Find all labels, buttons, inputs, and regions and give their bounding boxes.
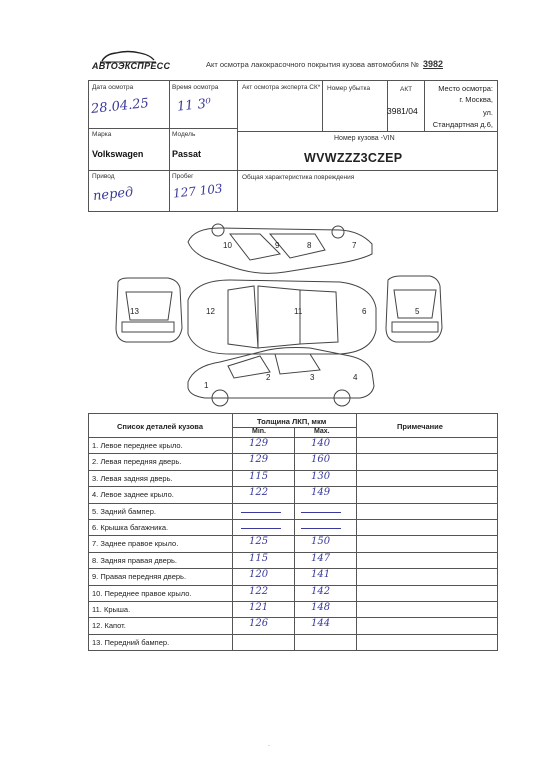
- table-row-min-dash: [241, 528, 281, 529]
- table-row-part: 9. Правая передняя дверь.: [92, 572, 187, 582]
- table-row-part: 3. Левая задняя дверь.: [92, 473, 173, 483]
- diagram-label-4: 4: [353, 373, 358, 382]
- thickness-column-header: Толщина ЛКП, мкм: [257, 417, 327, 426]
- date-value: 28.04.25: [90, 96, 150, 117]
- diagram-label-6: 6: [362, 307, 367, 316]
- diagram-label-1: 1: [204, 381, 209, 390]
- min-column-header: Min.: [252, 428, 266, 435]
- date-label: Дата осмотра: [92, 84, 134, 91]
- expert-act-label: Акт осмотра эксперта СК*: [242, 84, 321, 91]
- act-value: 3981/04: [387, 106, 418, 116]
- table-row-min: 122: [249, 585, 269, 597]
- mileage-label: Пробег: [172, 173, 194, 180]
- table-row-min: 115: [249, 552, 269, 564]
- damage-label: Общая характеристика повреждения: [242, 174, 355, 181]
- company-logo: [92, 48, 172, 74]
- table-row-max: 144: [311, 618, 331, 630]
- table-row-part: 7. Заднее правое крыло.: [92, 539, 179, 549]
- table-row-min: 121: [249, 602, 269, 613]
- time-label: Время осмотра: [172, 84, 219, 91]
- vehicle-info-grid: [88, 80, 498, 212]
- model-label: Модель: [172, 131, 196, 138]
- document-title: [206, 59, 443, 69]
- diagram-label-3: 3: [310, 373, 315, 382]
- diagram-label-12: 12: [206, 307, 215, 316]
- inspection-place-line-3: Стандартная д.6,: [432, 120, 493, 129]
- diagram-label-5: 5: [415, 307, 420, 316]
- inspection-place-line-2: ул.: [482, 108, 493, 117]
- paint-thickness-table: [88, 413, 498, 651]
- table-row-part: 2. Левая передняя дверь.: [92, 457, 182, 467]
- table-row-min: 115: [249, 470, 269, 482]
- table-row-part: 6. Крышка багажника.: [92, 523, 169, 532]
- table-row-max: 141: [311, 569, 331, 581]
- table-row-min: 129: [249, 454, 269, 466]
- table-row-max: 140: [311, 438, 331, 449]
- footer-mark: ·: [268, 743, 270, 749]
- diagram-label-9: 9: [275, 241, 280, 250]
- diagram-label-11: 11: [294, 307, 303, 316]
- max-column-header: Max.: [314, 428, 330, 435]
- drive-value: перед: [92, 184, 135, 205]
- table-row-part: 13. Передний бампер.: [92, 637, 170, 647]
- table-row-part: 12. Капот.: [92, 621, 126, 631]
- diagram-label-10: 10: [223, 241, 232, 250]
- table-row-part: 5. Задний бампер.: [92, 506, 156, 516]
- table-row-min: 120: [249, 569, 269, 581]
- table-row-part: 4. Левое заднее крыло.: [92, 490, 174, 500]
- parts-column-header: Список деталей кузова: [117, 422, 203, 431]
- car-outline-icon: [110, 220, 450, 410]
- table-row-max-dash: [301, 512, 341, 513]
- loss-number-label: Номер убытка: [327, 85, 371, 92]
- diagram-label-7: 7: [352, 241, 357, 250]
- table-row-min: 125: [249, 536, 269, 548]
- table-row-min: 122: [249, 487, 269, 499]
- mileage-value: 127 103: [172, 181, 224, 201]
- document-title-text: Акт осмотра лакокрасочного покрытия кузова автомобиля №: [206, 60, 419, 69]
- table-row-part: 11. Крыша.: [92, 605, 131, 614]
- model-value: Passat: [172, 149, 202, 159]
- logo-text: АВТОЭКСПРЕСС: [92, 61, 171, 71]
- table-row-max: 148: [311, 602, 331, 613]
- table-row-max: 160: [311, 454, 331, 466]
- table-row-min: 126: [249, 618, 269, 630]
- drive-label: Привод: [92, 173, 115, 180]
- table-row-part: 8. Задняя правая дверь.: [92, 555, 177, 565]
- table-row-max: 147: [311, 552, 331, 564]
- table-row-max: 142: [311, 585, 331, 597]
- table-row-max: 130: [311, 470, 331, 482]
- time-value: 11 3⁰: [176, 96, 212, 115]
- car-body-diagrams: [110, 220, 450, 410]
- document-number: 3982: [422, 59, 443, 69]
- table-row-min: 129: [249, 438, 269, 449]
- note-column-header: Примечание: [397, 422, 443, 431]
- brand-label: Марка: [92, 131, 112, 138]
- vin-value: WVWZZZ3CZEP: [304, 151, 403, 165]
- diagram-label-2: 2: [266, 373, 271, 382]
- inspection-place-label: Место осмотра:: [438, 84, 493, 93]
- brand-value: Volkswagen: [92, 149, 144, 159]
- diagram-label-13: 13: [130, 307, 139, 316]
- table-row-max: 150: [311, 536, 331, 548]
- diagram-label-8: 8: [307, 241, 312, 250]
- table-row-max-dash: [301, 528, 341, 529]
- vin-label: Номер кузова -VIN: [334, 135, 395, 142]
- inspection-place-line-1: г. Москва,: [459, 95, 493, 104]
- table-row-part: 10. Переднее правое крыло.: [92, 588, 192, 598]
- table-row-part: 1. Левое переднее крыло.: [92, 441, 183, 450]
- table-row-min-dash: [241, 512, 281, 513]
- act-label: АКТ: [400, 86, 413, 93]
- table-row-max: 149: [311, 487, 331, 499]
